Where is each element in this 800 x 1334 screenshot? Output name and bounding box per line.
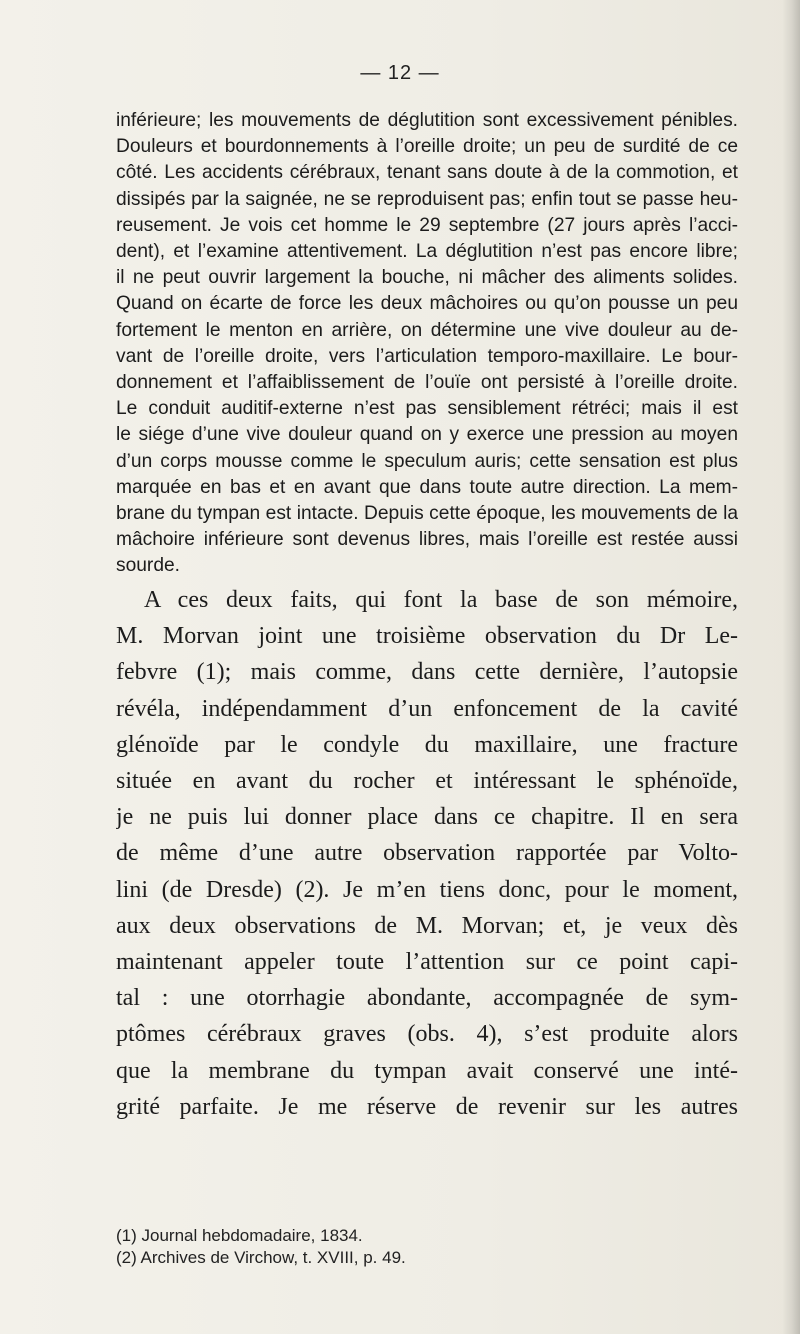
text-line: Le conduit auditif-externe n’est pas sensiblement rétréci; mais il est — [116, 398, 738, 420]
text-line: aux deux observations de M. Morvan; et, je veux dès — [116, 912, 738, 939]
footnote-2: (2) Archives de Virchow, t. XVIII, p. 49. — [116, 1248, 406, 1267]
text-line: glénoïde par le condyle du maxillaire, une fracture — [116, 731, 738, 758]
text-line: donnement et l’affaiblissement de l’ouïe ont persisté à l’oreille droite. — [116, 372, 738, 394]
text-line: dissipés par la saignée, ne se reproduisent pas; enfin tout se passe heu- — [116, 188, 738, 210]
text-line: que la membrane du tympan avait conservé une inté- — [116, 1057, 738, 1084]
text-line: M. Morvan joint une troisième observation du Dr Le- — [116, 623, 738, 650]
text-line: révéla, indépendamment d’un enfoncement de la cavité — [116, 695, 738, 722]
page-number: — 12 — — [360, 62, 440, 84]
text-line: tal : une otorrhagie abondante, accompagnée de sym- — [116, 985, 738, 1012]
text-line: A ces deux faits, qui font la base de son mémoire, — [144, 587, 738, 613]
page-edge-shadow — [782, 0, 800, 1334]
text-line: marquée en bas et en avant que dans toute autre direction. La mem- — [116, 476, 738, 498]
text-line: fortement le menton en arrière, on détermine une vive douleur au de- — [116, 319, 738, 341]
text-line: d’un corps mousse comme le speculum auris; cette sensation est plus — [116, 450, 738, 472]
footnote-1: (1) Journal hebdomadaire, 1834. — [116, 1226, 363, 1245]
text-line: brane du tympan est intacte. Depuis cette époque, les mouvements de la — [116, 503, 738, 525]
text-line: il ne peut ouvrir largement la bouche, ni mâcher des aliments solides. — [116, 267, 738, 289]
text-line: febvre (1); mais comme, dans cette dernière, l’autopsie — [116, 659, 738, 686]
text-line: mâchoire inférieure sont devenus libres, mais l’oreille est restée aussi — [116, 529, 738, 551]
text-line: grité parfaite. Je me réserve de revenir sur les autres — [116, 1093, 738, 1120]
text-line: le siége d’une vive douleur quand on y exerce une pression au moyen — [116, 424, 738, 446]
text-line: Douleurs et bourdonnements à l’oreille droite; un peu de surdité de ce — [116, 136, 738, 158]
text-line: de même d’une autre observation rapportée par Volto- — [116, 840, 738, 867]
text-line: inférieure; les mouvements de déglutition sont excessivement pénibles. — [116, 110, 738, 131]
text-line: reusement. Je vois cet homme le 29 septembre (27 jours après l’acci- — [116, 214, 738, 236]
text-line: sourde. — [116, 555, 180, 577]
paragraph-case-description — [116, 108, 738, 580]
footnotes — [116, 1225, 676, 1269]
text-line: je ne puis lui donner place dans ce chapitre. Il en sera — [116, 804, 738, 831]
text-line: Quand on écarte de force les deux mâchoires ou qu’on pousse un peu — [116, 293, 738, 315]
paragraph-commentary — [116, 582, 738, 1125]
text-line: située en avant du rocher et intéressant le sphénoïde, — [116, 768, 738, 795]
text-line: dent), et l’examine attentivement. La déglutition n’est pas encore libre; — [116, 241, 738, 263]
text-line: ptômes cérébraux graves (obs. 4), s’est produite alors — [116, 1021, 738, 1048]
text-line: maintenant appeler toute l’attention sur ce point capi- — [116, 949, 738, 976]
text-line: côté. Les accidents cérébraux, tenant sans doute à de la commotion, et — [116, 162, 738, 184]
text-line: vant de l’oreille droite, vers l’articulation temporo-maxillaire. Le bour- — [116, 345, 738, 367]
text-line: lini (de Dresde) (2). Je m’en tiens donc, pour le moment, — [116, 876, 738, 903]
